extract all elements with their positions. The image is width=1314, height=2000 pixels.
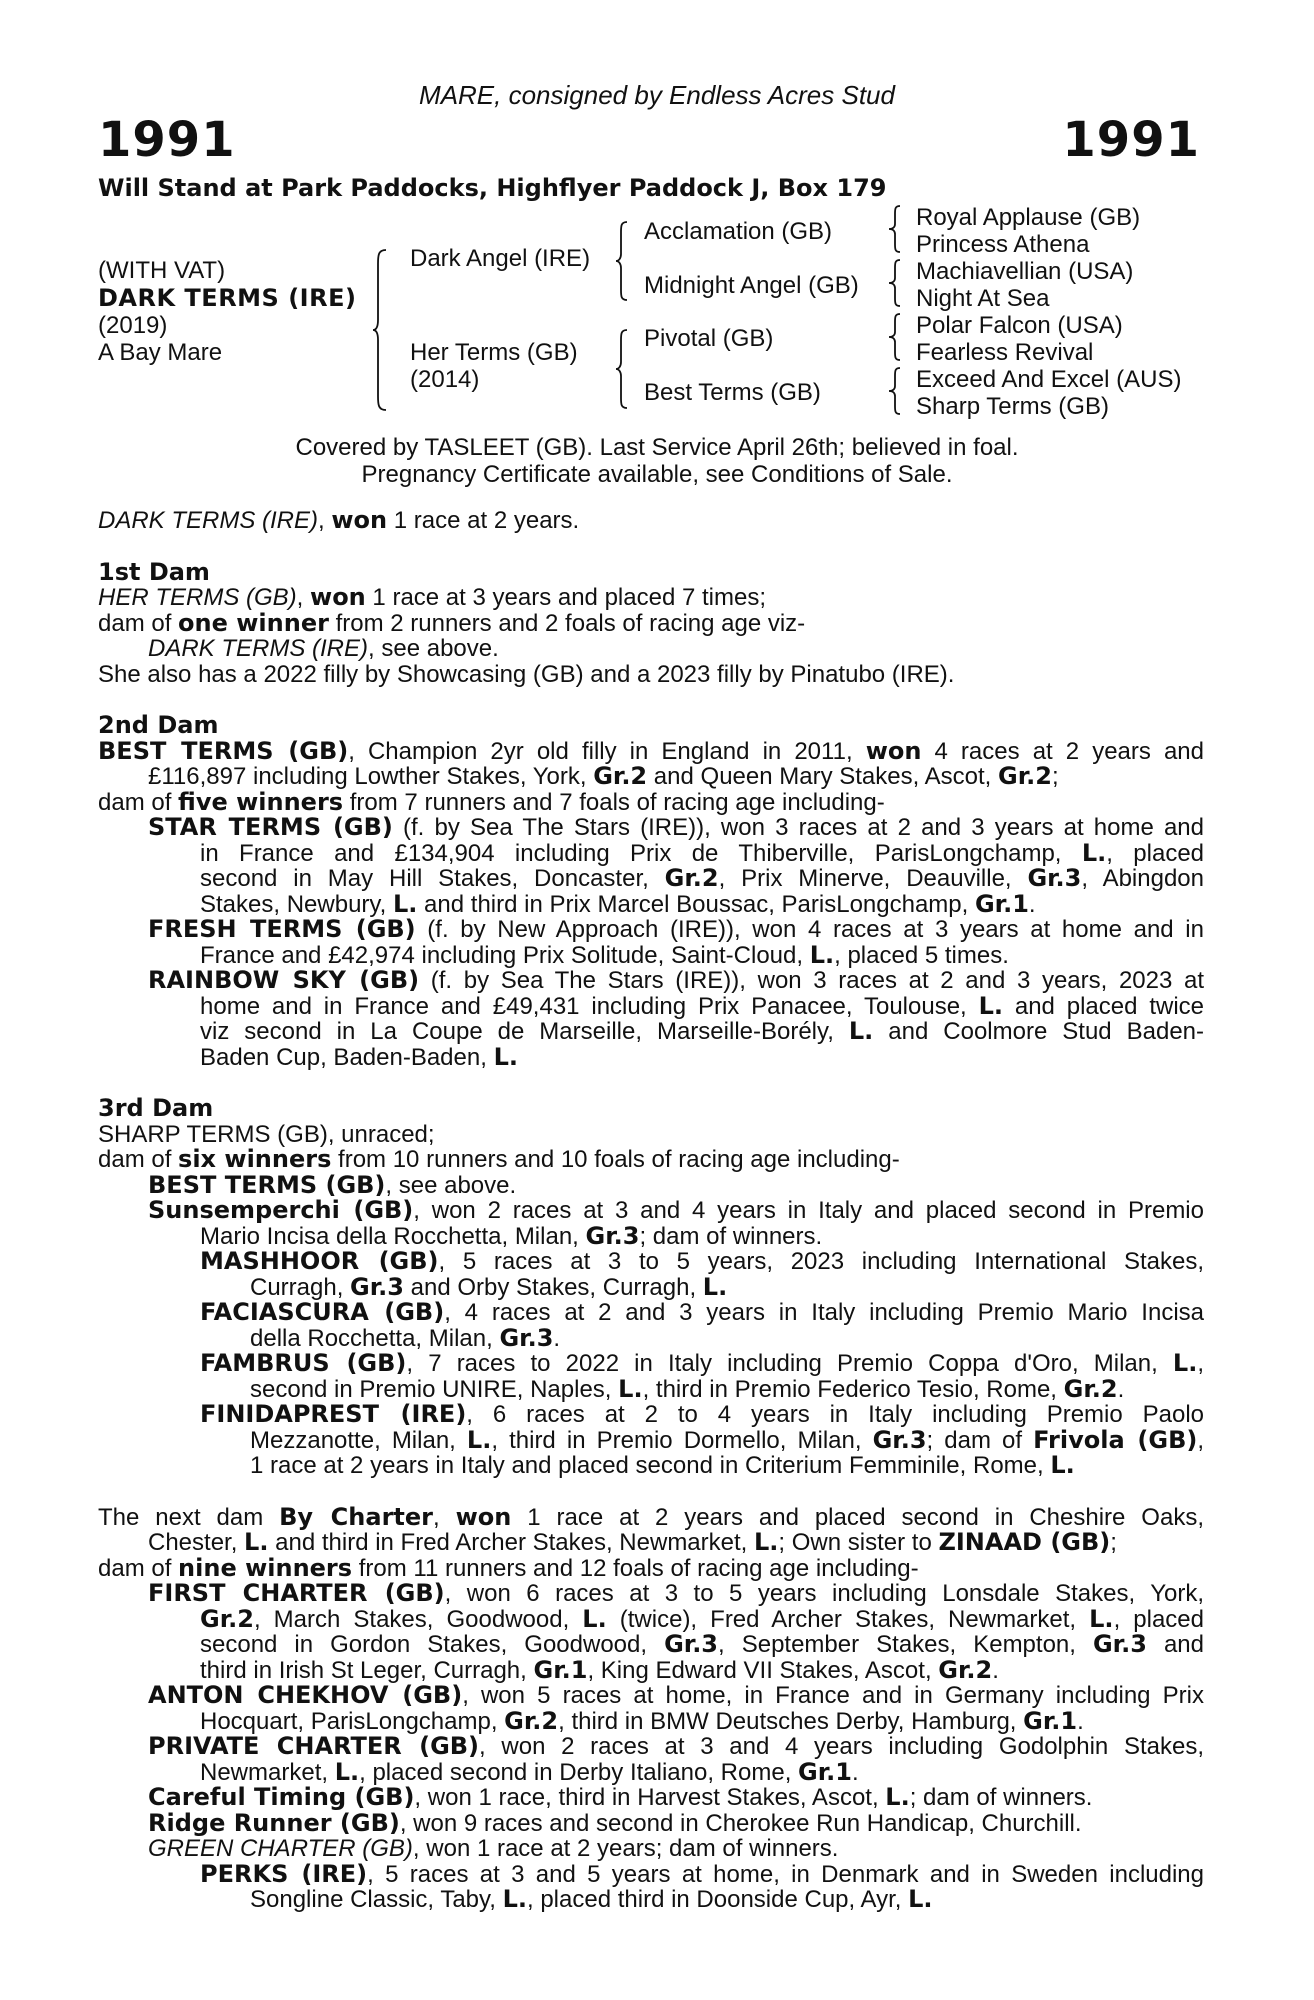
third-dam-heading: 3rd Dam: [98, 1094, 214, 1122]
intro-line: DARK TERMS (IRE), won 1 race at 2 years.: [98, 506, 580, 534]
pedigree-gg-4: Night At Sea: [916, 285, 1050, 312]
fambrus-line-1: FAMBRUS (GB), 7 races to 2022 in Italy including Premio Coppa d'Oro, Milan, L.,: [200, 1349, 1205, 1377]
perks-line-2: Songline Classic, Taby, L., placed third in Doonside Cup, Ayr, L.: [250, 1885, 933, 1913]
pedigree-brace-g1: [888, 204, 902, 254]
perks-line-1: PERKS (IRE), 5 races at 3 and 5 years at home, in Denmark and in Sweden including: [200, 1859, 1205, 1888]
first-dam-heading: 1st Dam: [98, 557, 210, 586]
pedigree-gg-6: Fearless Revival: [916, 339, 1094, 366]
careful-timing-line: Careful Timing (GB), won 1 race, third in Harvest Stakes, Ascot, L.; dam of winners.: [148, 1783, 1093, 1811]
covering-note: [0, 434, 1314, 488]
lot-number-right: 1991: [1062, 112, 1200, 168]
first-charter-line-1: FIRST CHARTER (GB), won 6 races at 3 to 5 years including Lonsdale Stakes, York,: [148, 1579, 1205, 1607]
anton-chekhov-line-1: ANTON CHEKHOV (GB), won 5 races at home, in France and in Germany including Prix: [148, 1681, 1204, 1709]
pedigree-dam-sire: Pivotal (GB): [644, 325, 774, 352]
finidaprest-line-1: FINIDAPREST (IRE), 6 races at 2 to 4 years in Italy including Premio Paolo: [200, 1400, 1205, 1428]
first-dam-note: She also has a 2022 filly by Showcasing (GB) and a 2023 filly by Pinatubo (IRE).: [98, 660, 955, 688]
private-charter-line-2: Newmarket, L., placed second in Derby Italiano, Rome, Gr.1.: [200, 1757, 859, 1786]
pedigree-brace-dam: [615, 328, 629, 410]
private-charter-line-1: PRIVATE CHARTER (GB), won 2 races at 3 and 4 years including Godolphin Stakes,: [148, 1732, 1204, 1760]
ridge-runner-line: Ridge Runner (GB), won 9 races and second in Cherokee Run Handicap, Churchill.: [148, 1808, 1082, 1837]
consignment-line: MARE, consigned by Endless Acres Stud: [419, 80, 895, 110]
pedigree-brace-g4: [888, 366, 902, 416]
rainbow-sky-line-1: RAINBOW SKY (GB) (f. by Sea The Stars (IRE)), won 3 races at 2 and 3 years, 2023 at: [148, 966, 1205, 994]
fambrus-line-2: second in Premio UNIRE, Naples, L., third in Premio Federico Tesio, Rome, Gr.2.: [250, 1374, 1125, 1403]
covering-line-1: Covered by TASLEET (GB). Last Service April 26th; believed in foal.: [295, 434, 1019, 461]
first-charter-line-2: Gr.2, March Stakes, Goodwood, L. (twice), Fred Archer Stakes, Newmarket, L., placed: [200, 1604, 1205, 1633]
pedigree-sire-sire: Acclamation (GB): [644, 218, 833, 245]
star-terms-line-1: STAR TERMS (GB) (f. by Sea The Stars (IRE)), won 3 races at 2 and 3 years at home and: [148, 813, 1205, 841]
fresh-terms-line-1: FRESH TERMS (GB) (f. by New Approach (IRE)), won 4 races at 3 years at home and in: [148, 915, 1204, 943]
next-dam-line-2: Chester, L. and third in Fred Archer Stakes, Newmarket, L.; Own sister to ZINAAD (GB);: [148, 1528, 1117, 1556]
horse-description: A Bay Mare: [98, 339, 223, 366]
horse-name: DARK TERMS (IRE): [98, 284, 357, 312]
pedigree-brace-g2: [888, 258, 902, 308]
second-dam-line-2: £116,897 including Lowther Stakes, York, Gr.2 and Queen Mary Stakes, Ascot, Gr.2;: [148, 762, 1059, 790]
horse-year: (2019): [98, 312, 168, 339]
first-dam-line: HER TERMS (GB), won 1 race at 3 years and placed 7 times;: [98, 583, 766, 611]
next-dam-produce: dam of nine winners from 11 runners and 12 foals of racing age including-: [98, 1553, 919, 1582]
stabling-location: Will Stand at Park Paddocks, Highflyer Paddock J, Box 179: [98, 174, 887, 202]
pedigree-gg-2: Princess Athena: [916, 231, 1090, 258]
mashhoor-line-2: Curragh, Gr.3 and Orby Stakes, Curragh, L.: [250, 1272, 728, 1301]
pedigree-gg-8: Sharp Terms (GB): [916, 393, 1109, 420]
green-charter-line: GREEN CHARTER (GB), won 1 race at 2 years; dam of winners.: [148, 1835, 839, 1862]
second-dam-heading: 2nd Dam: [98, 711, 219, 739]
pedigree-sire: Dark Angel (IRE): [410, 245, 591, 272]
finidaprest-line-3: 1 race at 2 years in Italy and placed second in Criterium Femminile, Rome, L.: [250, 1451, 1075, 1479]
sunsemperchi-line-1: Sunsemperchi (GB), won 2 races at 3 and 4 years in Italy and placed second in Premio: [148, 1196, 1204, 1224]
star-terms-line-2: in France and £134,904 including Prix de Thiberville, ParisLongchamp, L., placed: [200, 838, 1205, 867]
finidaprest-line-2: Mezzanotte, Milan, L., third in Premio Dormello, Milan, Gr.3; dam of Frivola (GB),: [250, 1425, 1205, 1454]
next-dam-line-1: The next dam By Charter, won 1 race at 2 years and placed second in Cheshire Oaks,: [98, 1502, 1204, 1531]
first-charter-line-3: second in Gordon Stakes, Goodwood, Gr.3, September Stakes, Kempton, Gr.3 and: [200, 1630, 1204, 1658]
pedigree-brace-sire: [615, 220, 629, 302]
pedigree-gg-1: Royal Applause (GB): [916, 204, 1141, 231]
mashhoor-line-1: MASHHOOR (GB), 5 races at 3 to 5 years, 2023 including International Stakes,: [200, 1247, 1205, 1275]
pedigree-dam: Her Terms (GB): [410, 339, 578, 366]
pedigree-gg-3: Machiavellian (USA): [916, 258, 1134, 285]
first-dam-foal: DARK TERMS (IRE), see above.: [148, 635, 499, 662]
covering-line-2: Pregnancy Certificate available, see Conditions of Sale.: [361, 461, 953, 488]
pedigree-gg-7: Exceed And Excel (AUS): [916, 366, 1182, 393]
pedigree-brace-g3: [888, 312, 902, 362]
third-dam-produce: dam of six winners from 10 runners and 10 foals of racing age including-: [98, 1145, 900, 1173]
vat-note: (WITH VAT): [98, 257, 226, 284]
second-dam-line-1: BEST TERMS (GB), Champion 2yr old filly in England in 2011, won 4 races at 2 years and: [98, 736, 1205, 765]
anton-chekhov-line-2: Hocquart, ParisLongchamp, Gr.2, third in BMW Deutsches Derby, Hamburg, Gr.1.: [200, 1706, 1084, 1735]
first-dam-produce: dam of one winner from 2 runners and 2 foals of racing age viz-: [98, 608, 806, 637]
catalogue-text: [98, 508, 1204, 1913]
faciascura-line-1: FACIASCURA (GB), 4 races at 2 and 3 years in Italy including Premio Mario Incisa: [200, 1298, 1205, 1326]
best-terms-ref: BEST TERMS (GB), see above.: [148, 1170, 517, 1199]
pedigree-sire-dam: Midnight Angel (GB): [644, 272, 859, 299]
pedigree-brace-main: [372, 248, 388, 412]
star-terms-line-4: Stakes, Newbury, L. and third in Prix Marcel Boussac, ParisLongchamp, Gr.1.: [200, 889, 1036, 918]
pedigree-dam-dam: Best Terms (GB): [644, 379, 821, 406]
rainbow-sky-line-3: viz second in La Coupe de Marseille, Marseille-Borély, L. and Coolmore Stud Baden-: [200, 1017, 1205, 1045]
rainbow-sky-line-2: home and in France and £49,431 including Prix Panacee, Toulouse, L. and placed twice: [200, 991, 1205, 1020]
rainbow-sky-line-4: Baden Cup, Baden-Baden, L.: [200, 1042, 518, 1071]
fresh-terms-line-2: France and £42,974 including Prix Solitude, Saint-Cloud, L., placed 5 times.: [200, 940, 1009, 969]
lot-number-left: 1991: [98, 112, 236, 168]
pedigree-gg-5: Polar Falcon (USA): [916, 312, 1123, 339]
star-terms-line-3: second in May Hill Stakes, Doncaster, Gr.2, Prix Minerve, Deauville, Gr.3, Abingdon: [200, 864, 1205, 892]
first-charter-line-4: third in Irish St Leger, Curragh, Gr.1, King Edward VII Stakes, Ascot, Gr.2.: [200, 1655, 999, 1684]
second-dam-produce: dam of five winners from 7 runners and 7 foals of racing age including-: [98, 787, 885, 816]
faciascura-line-2: della Rocchetta, Milan, Gr.3.: [250, 1323, 561, 1352]
sunsemperchi-line-2: Mario Incisa della Rocchetta, Milan, Gr.3; dam of winners.: [200, 1221, 823, 1250]
third-dam-line: SHARP TERMS (GB), unraced;: [98, 1120, 435, 1148]
pedigree-dam-year: (2014): [410, 366, 480, 393]
